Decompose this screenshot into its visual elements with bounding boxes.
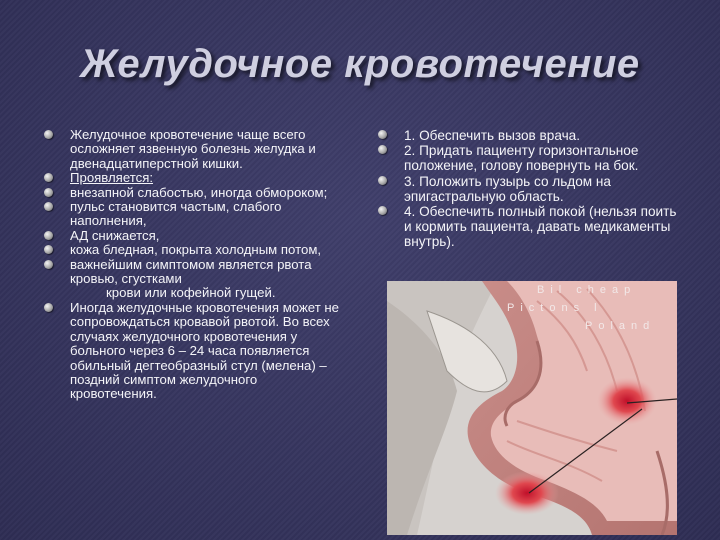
bullet-icon xyxy=(44,130,53,139)
illustration-caption-line: Bil cheap xyxy=(537,284,637,296)
symptoms-list xyxy=(44,128,344,402)
list-item: 3. Положить пузырь со льдом на эпигастральную область. xyxy=(380,174,680,204)
bullet-icon xyxy=(378,206,387,215)
bullet-icon xyxy=(44,245,53,254)
list-item: кожа бледная, покрыта холодным потом, xyxy=(44,243,344,257)
stomach-illustration-svg xyxy=(387,281,677,535)
list-item: важнейшим симптомом является рвота кровью, сгустками xyxy=(44,258,344,287)
list-item: Желудочное кровотечение чаще всего осложняет язвенную болезнь желудка и двенадцатиперстной кишки. xyxy=(44,128,344,171)
list-item: 4. Обеспечить полный покой (нельзя поить и кормить пациента, давать медикаменты внутрь). xyxy=(380,204,680,250)
bullet-icon xyxy=(44,303,53,312)
illustration-caption-line: Poland xyxy=(585,320,656,332)
bullet-icon xyxy=(378,130,387,139)
bullet-icon xyxy=(378,145,387,154)
illustration-caption-line: Pictons l xyxy=(507,302,603,314)
list-item: 1. Обеспечить вызов врача. xyxy=(380,128,680,143)
bullet-icon xyxy=(44,202,53,211)
list-item: внезапной слабостью, иногда обмороком; xyxy=(44,186,344,200)
list-item: Проявляется: xyxy=(44,171,344,185)
bullet-icon xyxy=(44,188,53,197)
slide-title: Желудочное кровотечение xyxy=(80,42,640,86)
list-item: 2. Придать пациенту горизонтальное положение, голову повернуть на бок. xyxy=(380,143,680,173)
stomach-bleeding-illustration xyxy=(387,281,677,535)
first-aid-list xyxy=(380,128,680,250)
list-item-continuation: крови или кофейной гущей. xyxy=(106,285,276,301)
list-item: пульс становится частым, слабого наполнения, xyxy=(44,200,344,229)
list-item: Иногда желудочные кровотечения может не сопровождаться кровавой рвотой. Во всех случаях желудочного кровотечения у больного через 6 – 24 часа появляется обильный дегтеобразный стул (мелена) – поздний симптом желудочного кровотечения. xyxy=(44,301,344,402)
list-item: АД снижается, xyxy=(44,229,344,243)
bullet-icon xyxy=(44,231,53,240)
bullet-icon xyxy=(44,173,53,182)
bullet-icon xyxy=(44,260,53,269)
bullet-icon xyxy=(378,176,387,185)
